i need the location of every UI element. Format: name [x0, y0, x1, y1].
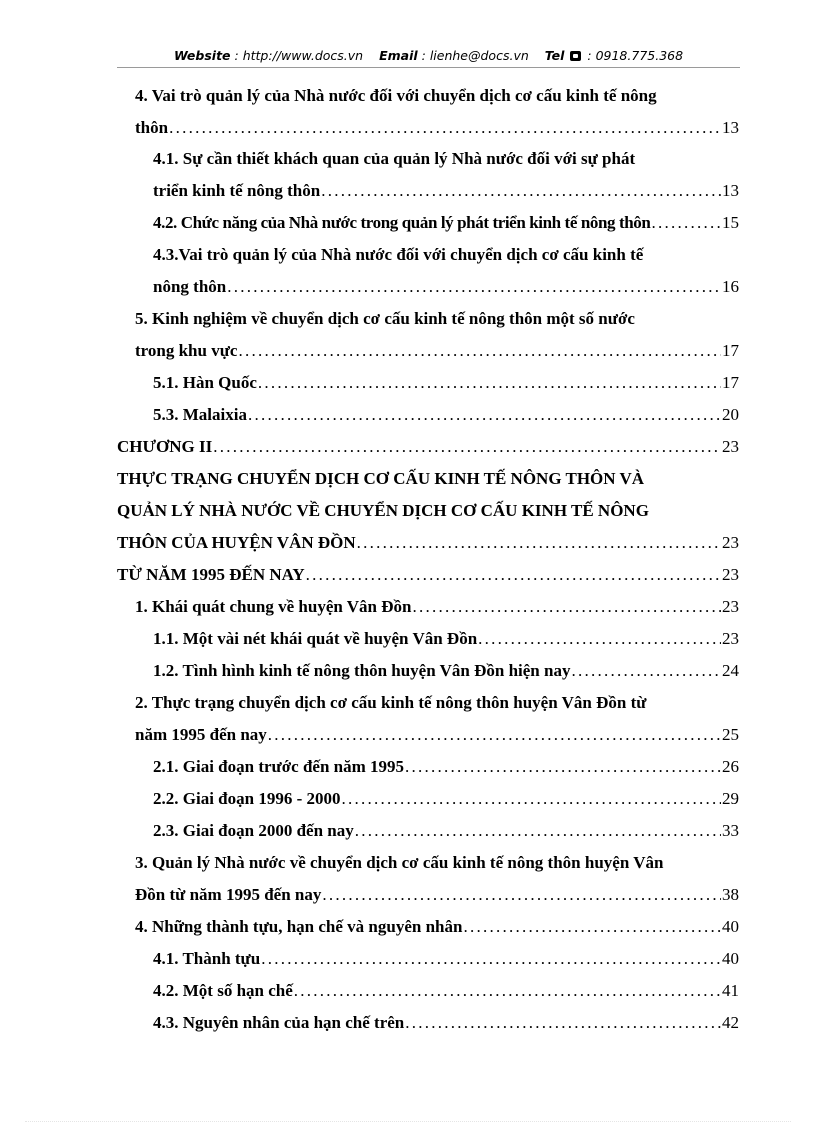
- toc-line: TỪ NĂM 1995 ĐẾN NAY . . . 23: [117, 560, 739, 590]
- toc-line: 4. Những thành tựu, hạn chế và nguyên nhân . . . 40: [135, 912, 739, 942]
- email-label: Email: [379, 48, 418, 63]
- toc-line: Đồn từ năm 1995 đến nay . . . 38: [135, 880, 739, 910]
- toc-line: THÔN CỦA HUYỆN VÂN ĐỒN . . . 23: [117, 528, 739, 558]
- toc-line: 2.2. Giai đoạn 1996 - 2000 . . . 29: [153, 784, 739, 814]
- toc-line: trong khu vực . . . 17: [135, 336, 739, 366]
- toc-line: năm 1995 đến nay . . . 25: [135, 720, 739, 750]
- toc-line: 2.1. Giai đoạn trước đến năm 1995 . . . 26: [153, 752, 739, 782]
- toc-line: QUẢN LÝ NHÀ NƯỚC VỀ CHUYỂN DỊCH CƠ CẤU KINH TẾ NÔNG: [117, 501, 649, 520]
- toc-line: 3. Quản lý Nhà nước về chuyển dịch cơ cấu kinh tế nông thôn huyện Vân: [135, 853, 664, 872]
- toc-line: 4.2. Chức năng của Nhà nước trong quản lý phát triển kinh tế nông thôn . . . 15: [153, 208, 739, 238]
- toc-line: 4.3. Nguyên nhân của hạn chế trên . . . 42: [153, 1008, 739, 1038]
- website-value: : http://www.docs.vn: [234, 48, 364, 63]
- toc-line: 4.3.Vai trò quản lý của Nhà nước đối với chuyển dịch cơ cấu kinh tế: [153, 245, 644, 264]
- toc-line: 4.1. Thành tựu . . . 40: [153, 944, 739, 974]
- email-value: : lienhe@docs.vn: [421, 48, 529, 63]
- page-bottom-rule: [25, 1121, 791, 1122]
- toc-line: 1. Khái quát chung về huyện Vân Đồn . . . 23: [135, 592, 739, 622]
- toc-line: triển kinh tế nông thôn . . . 13: [153, 176, 739, 206]
- page-header: [117, 47, 740, 68]
- toc-line: THỰC TRẠNG CHUYỂN DỊCH CƠ CẤU KINH TẾ NÔNG THÔN VÀ: [117, 469, 645, 488]
- toc-line: 4.2. Một số hạn chế . . . 41: [153, 976, 739, 1006]
- toc-line: 1.2. Tình hình kinh tế nông thôn huyện Vân Đồn hiện nay . . . 24: [153, 656, 739, 686]
- website-label: Website: [173, 48, 231, 63]
- toc-line: 5.1. Hàn Quốc . . . 17: [153, 368, 739, 398]
- phone-icon: [570, 51, 581, 61]
- toc-line: CHƯƠNG II . . . 23: [117, 432, 739, 462]
- toc-line: 4. Vai trò quản lý của Nhà nước đối với chuyển dịch cơ cấu kinh tế nông: [135, 86, 657, 105]
- toc-line: nông thôn . . . 16: [153, 272, 739, 302]
- toc-line: 5.3. Malaixia . . . 20: [153, 400, 739, 430]
- toc-line: 1.1. Một vài nét khái quát về huyện Vân Đồn . . . 23: [153, 624, 739, 654]
- toc-line: 5. Kinh nghiệm về chuyển dịch cơ cấu kinh tế nông thôn một số nước: [135, 309, 635, 328]
- toc-line: 2. Thực trạng chuyển dịch cơ cấu kinh tế nông thôn huyện Vân Đồn từ: [135, 693, 647, 712]
- toc-line: 2.3. Giai đoạn 2000 đến nay . . . 33: [153, 816, 739, 846]
- toc-line: 4.1. Sự cần thiết khách quan của quản lý Nhà nước đối với sự phát: [153, 149, 636, 168]
- toc-line: thôn . . . 13: [135, 113, 739, 143]
- tel-value: : 0918.775.368: [587, 48, 684, 63]
- tel-label: Tel: [544, 48, 565, 63]
